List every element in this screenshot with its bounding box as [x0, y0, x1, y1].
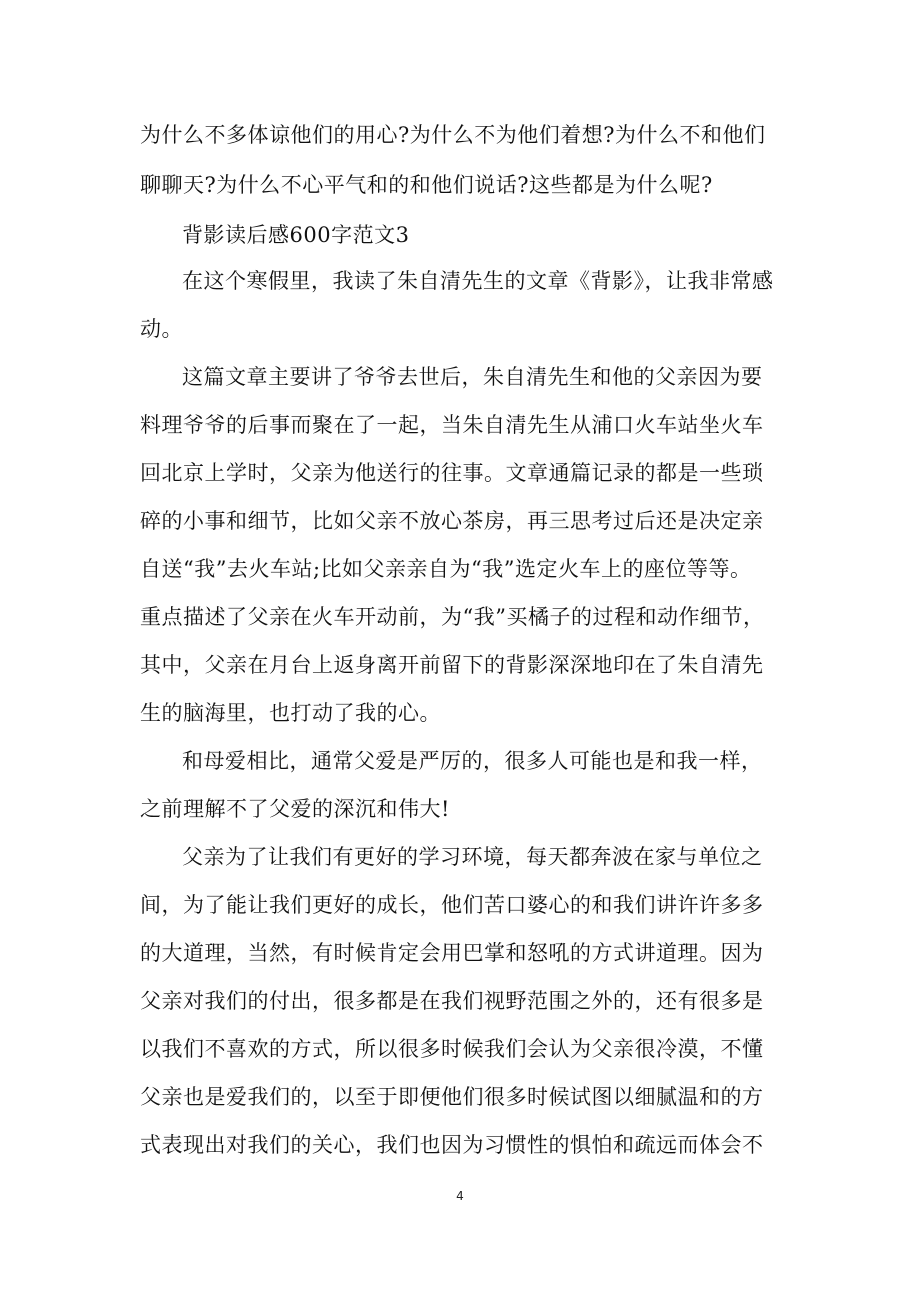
paragraph-line: 式表现出对我们的关心，我们也因为习惯性的惧怕和疏远而体会不 — [140, 1133, 764, 1157]
paragraph-line: 父亲为了让我们有更好的学习环境，每天都奔波在家与单位之 — [182, 845, 763, 869]
paragraph-line: 为什么不多体谅他们的用心?为什么不为他们着想?为什么不和他们 — [140, 123, 766, 147]
paragraph-line: 和母爱相比，通常父爱是严厉的，很多人可能也是和我一样， — [182, 749, 763, 773]
paragraph-line: 自送“我”去火车站;比如父亲亲自为“我”选定火车上的座位等等。 — [140, 557, 752, 581]
paragraph-line: 间，为了能让我们更好的成长，他们苦口婆心的和我们讲许许多多 — [140, 893, 764, 917]
paragraph-line: 的大道理，当然，有时候肯定会用巴掌和怒吼的方式讲道理。因为 — [140, 941, 764, 965]
paragraph-line: 这篇文章主要讲了爷爷去世后，朱自清先生和他的父亲因为要 — [182, 365, 763, 389]
section-heading: 背影读后感600字范文3 — [182, 223, 410, 247]
paragraph-line: 父亲对我们的付出，很多都是在我们视野范围之外的，还有很多是 — [140, 989, 764, 1013]
paragraph-line: 生的脑海里，也打动了我的心。 — [140, 701, 441, 725]
paragraph-line: 在这个寒假里，我读了朱自清先生的文章《背影》，让我非常感 — [182, 269, 774, 293]
paragraph-line: 之前理解不了父爱的深沉和伟大! — [140, 797, 450, 821]
paragraph-line: 父亲也是爱我们的，以至于即便他们很多时候试图以细腻温和的方 — [140, 1085, 764, 1109]
paragraph-line: 其中，父亲在月台上返身离开前留下的背影深深地印在了朱自清先 — [140, 653, 764, 677]
paragraph-line: 重点描述了父亲在火车开动前，为“我”买橘子的过程和动作细节， — [140, 605, 765, 629]
paragraph-line: 料理爷爷的后事而聚在了一起，当朱自清先生从浦口火车站坐火车 — [140, 413, 764, 437]
paragraph-line: 碎的小事和细节，比如父亲不放心茶房，再三思考过后还是决定亲 — [140, 509, 764, 533]
paragraph-line: 回北京上学时，父亲为他送行的往事。文章通篇记录的都是一些琐 — [140, 461, 764, 485]
paragraph-line: 以我们不喜欢的方式，所以很多时候我们会认为父亲很冷漠，不懂 — [140, 1037, 764, 1061]
paragraph-line: 聊聊天?为什么不心平气和的和他们说话?这些都是为什么呢? — [140, 173, 713, 197]
paragraph-line: 动。 — [140, 317, 183, 341]
page-number: 4 — [456, 1189, 464, 1203]
